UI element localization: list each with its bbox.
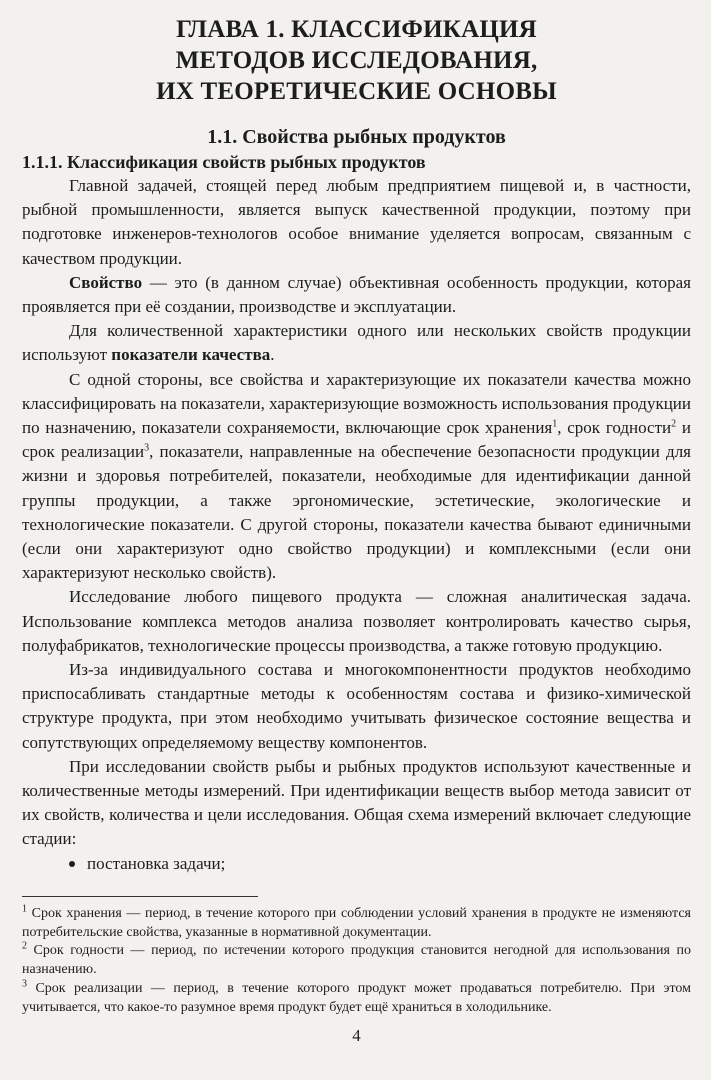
footnote-text: Срок годности — период, по истечении которого продукция становится негодной для использования по назначению. bbox=[22, 943, 691, 978]
footnote-ref: 2 bbox=[671, 418, 677, 430]
list-item-text: постановка задачи; bbox=[87, 853, 226, 873]
paragraph: При исследовании свойств рыбы и рыбных продуктов используют качественные и количественные методы измерений. При идентификации веществ выбор метода зависит от их свойств, количества и цели исследования. Общая схема измерений включает следующие стадии: bbox=[22, 756, 691, 849]
chapter-title bbox=[22, 14, 691, 107]
bullet-list bbox=[22, 852, 691, 876]
page-number: 4 bbox=[352, 1025, 361, 1045]
footnote-text: Срок реализации — период, в течение которого продукт может продаваться потребителю. При этом учитывается, что какое-то разумное время продукт будет ещё храниться в холодильнике. bbox=[22, 981, 691, 1015]
paragraph bbox=[22, 368, 691, 586]
bullet-icon bbox=[69, 861, 75, 867]
paragraph: Главной задачей, стоящей перед любым предприятием пищевой и, в частности, рыбной промышленности, является выпуск качественной продукции, поэтому при подготовке инженеров-технологов особое внимание уделяется вопросам, связанным с качеством продукции. bbox=[22, 176, 691, 268]
paragraph: Исследование любого пищевого продукта — сложная аналитическая задача. Использование комплекса методов анализа позволяет контролировать качество сырья, полуфабрикатов, технологические процессы производства, а также готовую продукцию. bbox=[22, 587, 691, 655]
chapter-title-line: ГЛАВА 1. КЛАССИФИКАЦИЯ bbox=[176, 16, 537, 43]
footnotes bbox=[22, 905, 691, 1018]
footnote-text: Срок хранения — период, в течение которого при соблюдении условий хранения в продукте не изменяются потребительские свойства, указанные в нормативной документации. bbox=[22, 905, 691, 940]
footnote-ref: 1 bbox=[552, 418, 558, 430]
paragraph-text: Для количественной характеристики одного или нескольких свойств продукции используют bbox=[22, 321, 691, 365]
paragraph-text: . bbox=[270, 345, 275, 365]
footnote bbox=[22, 942, 691, 980]
footnote bbox=[22, 980, 691, 1018]
term-bold: Свойство bbox=[69, 272, 143, 292]
chapter-title-line: ИХ ТЕОРЕТИЧЕСКИЕ ОСНОВЫ bbox=[156, 78, 557, 105]
paragraph: Из-за индивидуального состава и многокомпонентности продуктов необходимо приспосабливать стандартные методы к особенностям состава и физико-химической структуре продукта, при этом необходимо учитывать физическое состояние вещества и сопутствующих определяемому веществу компонентов. bbox=[22, 660, 691, 752]
body-text bbox=[22, 174, 691, 876]
paragraph bbox=[22, 271, 691, 319]
footnote bbox=[22, 905, 691, 943]
subsection-title: 1.1.1. Классификация свойств рыбных продуктов bbox=[22, 152, 426, 172]
paragraph-text: , показатели, направленные на обеспечение безопасности продукции для жизни и здоровья потребителей, показатели, необходимые для идентификации данной группы продукции, а также эргономические, эстетические, экологические и технологические показатели. С другой стороны, показатели качества бывают единичными (если они характеризуют одно свойство продукции) и комплексными (если они характеризуют несколько свойств). bbox=[22, 442, 692, 583]
footnote-mark: 3 bbox=[22, 978, 27, 990]
section-title: 1.1. Свойства рыбных продуктов bbox=[207, 126, 506, 148]
paragraph bbox=[22, 319, 691, 367]
paragraph-text: , срок годности bbox=[557, 418, 672, 438]
paragraph-text: — это (в данном случае) объективная особенность продукции, которая проявляется при её создании, производстве и эксплуатации. bbox=[22, 272, 691, 317]
footnote-mark: 1 bbox=[22, 903, 27, 915]
term-bold: показатели качества bbox=[111, 345, 271, 365]
footnote-mark: 2 bbox=[22, 940, 27, 952]
footnote-divider bbox=[22, 896, 258, 897]
paragraph-text: С одной стороны, все свойства и характеризующие их показатели качества можно классифицировать на показатели, характеризующие возможность использования продукции по назначению, показатели сохраняемости, включающие срок хранения bbox=[22, 369, 691, 438]
chapter-title-line: МЕТОДОВ ИССЛЕДОВАНИЯ, bbox=[175, 47, 538, 74]
footnote-ref: 3 bbox=[144, 442, 150, 454]
list-item bbox=[22, 852, 691, 876]
paragraph-text: и срок реализации bbox=[22, 418, 691, 462]
